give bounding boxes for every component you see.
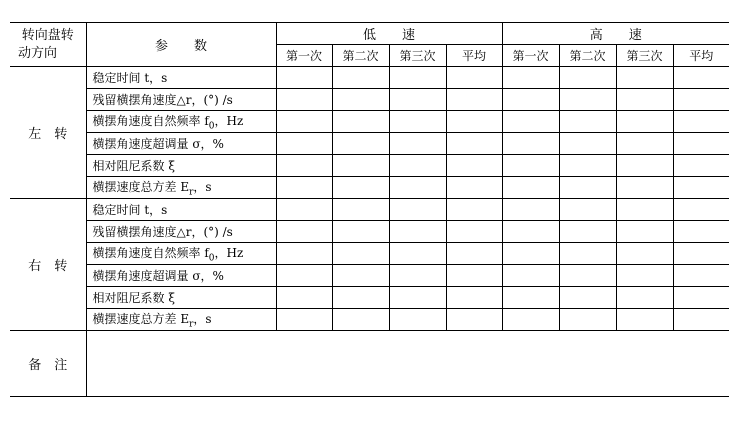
data-entry-cell[interactable] — [389, 243, 446, 265]
data-entry-cell[interactable] — [559, 155, 616, 177]
data-entry-cell[interactable] — [276, 199, 332, 221]
data-entry-cell[interactable] — [616, 199, 673, 221]
data-entry-cell[interactable] — [276, 111, 332, 133]
parameter-name-cell — [86, 199, 276, 221]
data-entry-cell[interactable] — [389, 287, 446, 309]
turn-direction-cell — [10, 199, 86, 331]
data-entry-cell[interactable] — [502, 133, 559, 155]
data-entry-cell[interactable] — [673, 309, 729, 331]
parameter-name-cell — [86, 265, 276, 287]
parameter-unit: ，Hz — [214, 113, 244, 128]
turn-direction-cell — [10, 67, 86, 199]
high-speed-header — [502, 23, 729, 45]
parameter-name: 残留横摆角速度△r，(°) /s — [92, 93, 233, 107]
data-entry-cell[interactable] — [389, 265, 446, 287]
data-entry-cell[interactable] — [673, 177, 729, 199]
data-entry-cell[interactable] — [673, 287, 729, 309]
data-entry-cell[interactable] — [332, 199, 389, 221]
parameter-row — [10, 287, 729, 309]
data-entry-cell[interactable] — [502, 177, 559, 199]
data-entry-cell[interactable] — [446, 111, 502, 133]
data-entry-cell[interactable] — [559, 309, 616, 331]
data-entry-cell[interactable] — [332, 89, 389, 111]
parameter-name-cell — [86, 155, 276, 177]
parameter-row — [10, 155, 729, 177]
data-entry-cell[interactable] — [502, 243, 559, 265]
parameter-name-cell — [86, 243, 276, 265]
data-entry-cell[interactable] — [673, 155, 729, 177]
data-entry-cell[interactable] — [446, 89, 502, 111]
data-entry-cell[interactable] — [673, 199, 729, 221]
data-entry-cell[interactable] — [616, 155, 673, 177]
high-speed-trial-1-header: 第一次 — [502, 45, 559, 67]
data-entry-cell[interactable] — [559, 67, 616, 89]
data-entry-cell[interactable] — [276, 287, 332, 309]
parameter-unit: ，Hz — [214, 245, 244, 260]
data-entry-cell[interactable] — [616, 177, 673, 199]
direction-header-line2: 动方向 — [18, 45, 58, 61]
data-entry-cell[interactable] — [446, 199, 502, 221]
data-entry-cell[interactable] — [446, 133, 502, 155]
parameter-row — [10, 89, 729, 111]
parameter-row — [10, 67, 729, 89]
parameter-name: 稳定时间 t，s — [92, 203, 168, 217]
parameter-row — [10, 133, 729, 155]
data-entry-cell[interactable] — [616, 309, 673, 331]
parameter-row — [10, 221, 729, 243]
data-entry-cell[interactable] — [446, 265, 502, 287]
parameter-row — [10, 177, 729, 199]
parameter-subscript: 0 — [208, 253, 215, 264]
turn-direction-label: 右 转 — [28, 259, 68, 274]
low-speed-header — [276, 23, 502, 45]
low-speed-trial-2-header: 第二次 — [332, 45, 389, 67]
data-entry-cell[interactable] — [276, 67, 332, 89]
direction-header — [10, 23, 86, 67]
data-entry-cell[interactable] — [332, 111, 389, 133]
data-entry-cell[interactable] — [332, 133, 389, 155]
data-entry-cell[interactable] — [332, 309, 389, 331]
data-entry-cell[interactable] — [559, 177, 616, 199]
data-entry-cell[interactable] — [276, 243, 332, 265]
remarks-label: 备 注 — [28, 358, 68, 373]
parameter-name-cell — [86, 89, 276, 111]
data-entry-cell[interactable] — [446, 243, 502, 265]
data-entry-cell[interactable] — [559, 111, 616, 133]
data-entry-cell[interactable] — [673, 221, 729, 243]
low-speed-label: 低 速 — [362, 28, 415, 43]
data-entry-cell[interactable] — [446, 221, 502, 243]
data-entry-cell[interactable] — [673, 111, 729, 133]
data-entry-cell[interactable] — [446, 67, 502, 89]
data-entry-cell[interactable] — [559, 265, 616, 287]
data-entry-cell[interactable] — [673, 265, 729, 287]
data-entry-cell[interactable] — [446, 309, 502, 331]
data-entry-cell[interactable] — [332, 287, 389, 309]
data-entry-cell[interactable] — [559, 221, 616, 243]
low-speed-trial-4-header: 平均 — [446, 45, 502, 67]
test-record-table — [10, 22, 729, 397]
data-entry-cell[interactable] — [502, 111, 559, 133]
data-entry-cell[interactable] — [446, 155, 502, 177]
parameter-name: 横摆角速度自然频率 f — [92, 113, 209, 128]
data-entry-cell[interactable] — [673, 89, 729, 111]
data-entry-cell[interactable] — [616, 265, 673, 287]
data-entry-cell[interactable] — [332, 177, 389, 199]
data-entry-cell[interactable] — [559, 287, 616, 309]
data-entry-cell[interactable] — [389, 89, 446, 111]
data-entry-cell[interactable] — [616, 243, 673, 265]
data-entry-cell[interactable] — [332, 243, 389, 265]
data-entry-cell[interactable] — [446, 287, 502, 309]
data-entry-cell[interactable] — [276, 221, 332, 243]
data-entry-cell[interactable] — [276, 177, 332, 199]
parameter-name-cell — [86, 309, 276, 331]
data-entry-cell[interactable] — [502, 309, 559, 331]
data-entry-cell[interactable] — [559, 243, 616, 265]
data-entry-cell[interactable] — [332, 155, 389, 177]
data-entry-cell[interactable] — [446, 177, 502, 199]
data-entry-cell[interactable] — [616, 287, 673, 309]
parameter-name-cell — [86, 177, 276, 199]
parameter-name-cell — [86, 67, 276, 89]
data-entry-cell[interactable] — [616, 111, 673, 133]
parameter-name: 相对阻尼系数 ξ — [92, 159, 175, 173]
parameter-header — [86, 23, 276, 67]
data-entry-cell[interactable] — [332, 221, 389, 243]
high-speed-trial-3-header: 第三次 — [616, 45, 673, 67]
parameter-name: 横摆角速度超调量 σ，% — [92, 269, 224, 283]
data-entry-cell[interactable] — [502, 221, 559, 243]
data-entry-cell[interactable] — [276, 265, 332, 287]
parameter-row — [10, 243, 729, 265]
data-entry-cell[interactable] — [276, 309, 332, 331]
data-entry-cell[interactable] — [559, 133, 616, 155]
data-entry-cell[interactable] — [389, 309, 446, 331]
parameter-name: 残留横摆角速度△r，(°) /s — [92, 225, 233, 239]
data-entry-cell[interactable] — [389, 199, 446, 221]
parameter-header-label: 参 数 — [154, 39, 207, 54]
data-entry-cell[interactable] — [389, 177, 446, 199]
parameter-name-cell — [86, 287, 276, 309]
data-entry-cell[interactable] — [502, 265, 559, 287]
data-entry-cell[interactable] — [276, 133, 332, 155]
turn-direction-label: 左 转 — [28, 127, 68, 142]
parameter-name: 横摆速度总方差 E — [92, 311, 190, 326]
data-entry-cell[interactable] — [559, 199, 616, 221]
data-entry-cell[interactable] — [559, 89, 616, 111]
data-entry-cell[interactable] — [502, 199, 559, 221]
data-entry-cell[interactable] — [389, 221, 446, 243]
data-entry-cell[interactable] — [616, 67, 673, 89]
direction-header-line1: 转向盘转 — [21, 27, 74, 43]
low-speed-trial-3-header: 第三次 — [389, 45, 446, 67]
parameter-row — [10, 265, 729, 287]
low-speed-trial-1-header: 第一次 — [276, 45, 332, 67]
parameter-name: 横摆角速度超调量 σ，% — [92, 137, 224, 151]
parameter-unit: ，s — [193, 311, 212, 326]
data-entry-cell[interactable] — [502, 155, 559, 177]
data-entry-cell[interactable] — [616, 89, 673, 111]
parameter-name: 稳定时间 t，s — [92, 71, 168, 85]
parameter-name: 横摆角速度自然频率 f — [92, 245, 209, 260]
parameter-name-cell — [86, 111, 276, 133]
data-entry-cell[interactable] — [332, 265, 389, 287]
parameter-name-cell — [86, 133, 276, 155]
data-entry-cell[interactable] — [332, 67, 389, 89]
data-entry-cell[interactable] — [389, 111, 446, 133]
parameter-row — [10, 309, 729, 331]
data-entry-cell[interactable] — [502, 89, 559, 111]
parameter-subscript: 0 — [208, 121, 215, 132]
data-entry-cell[interactable] — [673, 243, 729, 265]
data-entry-cell[interactable] — [276, 89, 332, 111]
remarks-label-cell — [10, 331, 86, 397]
data-entry-cell[interactable] — [389, 155, 446, 177]
data-entry-cell[interactable] — [389, 133, 446, 155]
parameter-unit: ，s — [193, 179, 212, 194]
data-entry-cell[interactable] — [502, 287, 559, 309]
high-speed-trial-4-header: 平均 — [673, 45, 729, 67]
data-entry-cell[interactable] — [616, 221, 673, 243]
remarks-field[interactable] — [86, 331, 729, 397]
parameter-subscript: r — [189, 319, 194, 330]
data-entry-cell[interactable] — [673, 67, 729, 89]
high-speed-label: 高 速 — [589, 28, 642, 43]
data-entry-cell[interactable] — [276, 155, 332, 177]
data-entry-cell[interactable] — [389, 67, 446, 89]
parameter-name: 相对阻尼系数 ξ — [92, 291, 175, 305]
parameter-subscript: r — [189, 187, 194, 198]
high-speed-trial-2-header: 第二次 — [559, 45, 616, 67]
parameter-name-cell — [86, 221, 276, 243]
data-entry-cell[interactable] — [502, 67, 559, 89]
parameter-name: 横摆速度总方差 E — [92, 179, 190, 194]
parameter-row — [10, 199, 729, 221]
data-entry-cell[interactable] — [673, 133, 729, 155]
data-entry-cell[interactable] — [616, 133, 673, 155]
parameter-row — [10, 111, 729, 133]
